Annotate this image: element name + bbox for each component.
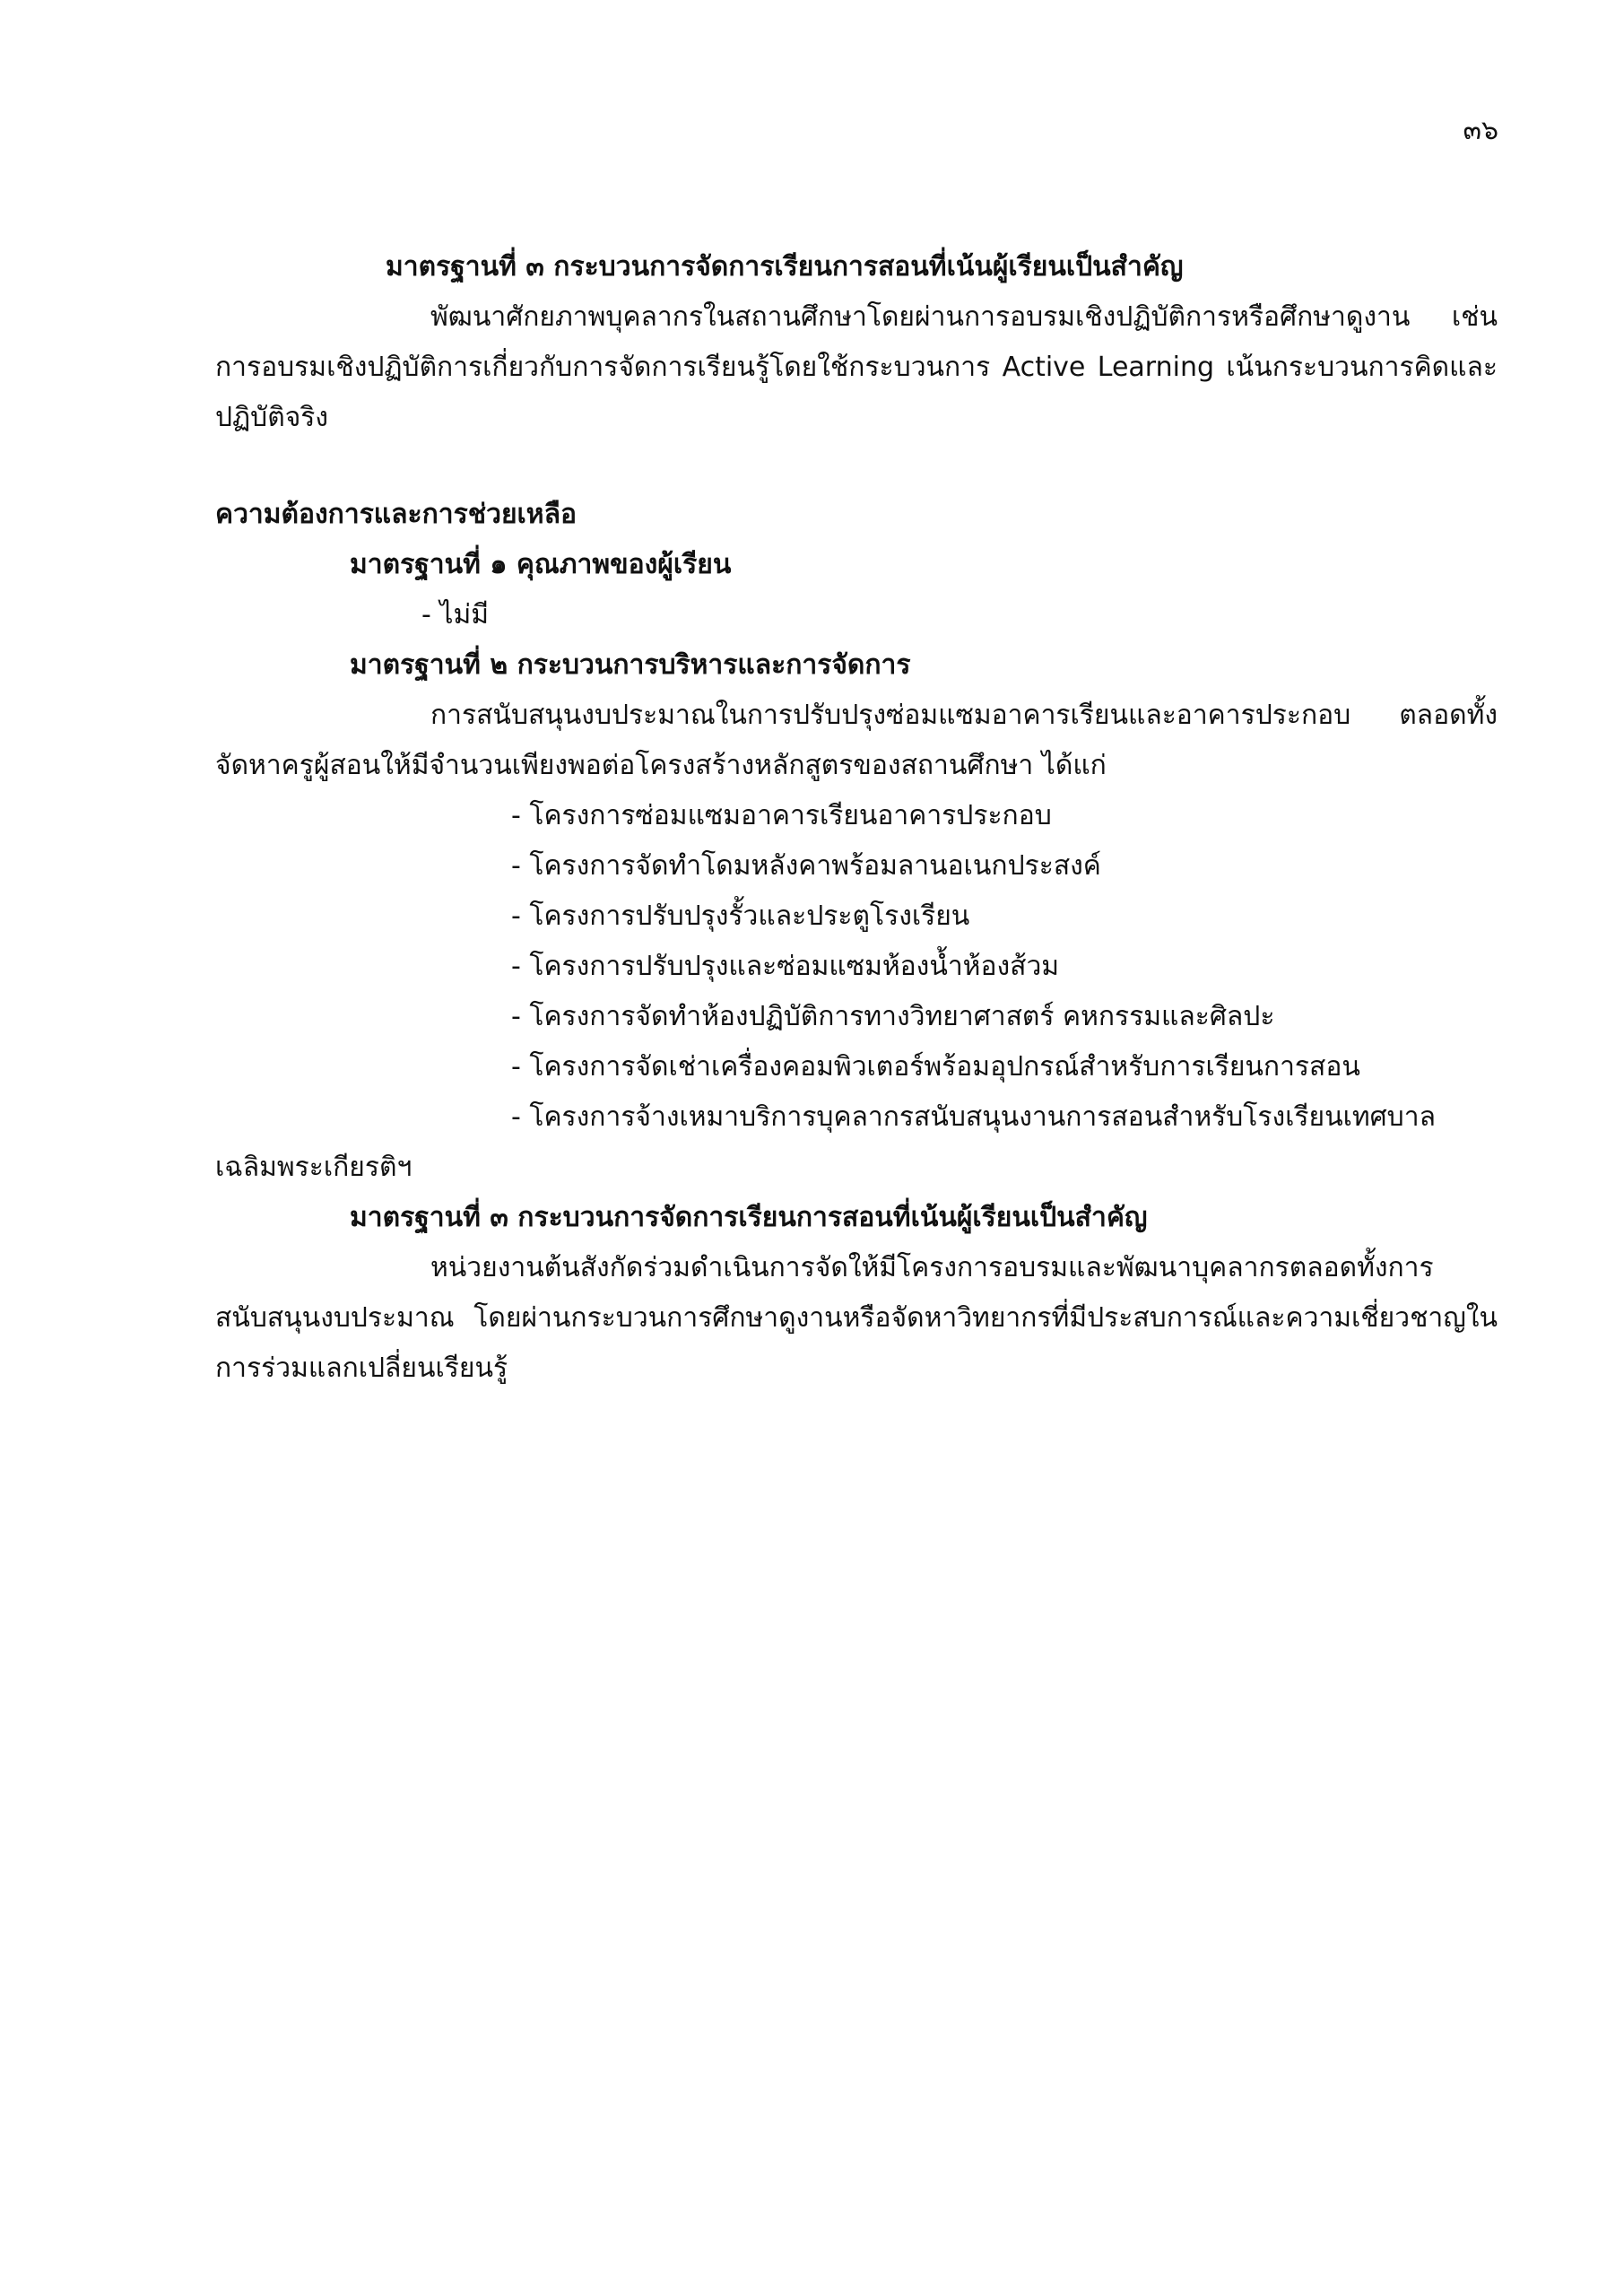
list-item-continuation: เฉลิมพระเกียรติฯ xyxy=(215,1152,413,1183)
needs-standard-1-item: - ไม่มี xyxy=(421,599,489,631)
list-item: - โครงการซ่อมแซมอาคารเรียนอาคารประกอบ xyxy=(511,800,1052,831)
document-body xyxy=(215,242,1498,1394)
list-item: - โครงการปรับปรุงและซ่อมแซมห้องน้ำห้องส้วม xyxy=(511,951,1060,982)
needs-heading: ความต้องการและการช่วยเหลือ xyxy=(215,499,577,530)
needs-standard-3-paragraph: หน่วยงานต้นสังกัดร่วมดำเนินการจัดให้มีโครงการอบรมและพัฒนาบุคลากรตลอดทั้งการสนับสนุนงบประมาณ โดยผ่านกระบวนการศึกษาดูงานหรือจัดหาวิทยากรที่มีประสบการณ์และความเชี่ยวชาญในการร่วมแลกเปลี่ยนเรียนรู้ xyxy=(215,1252,1498,1384)
list-item: - โครงการจัดทำโดมหลังคาพร้อมลานอเนกประสงค์ xyxy=(511,850,1101,882)
section-paragraph-standard-3: พัฒนาศักยภาพบุคลากรในสถานศึกษาโดยผ่านการอบรมเชิงปฏิบัติการหรือศึกษาดูงาน เช่น การอบรมเชิงปฏิบัติการเกี่ยวกับการจัดการเรียนรู้โดยใช้กระบวนการ Active Learning เน้นกระบวนการคิดและปฏิบัติจริง xyxy=(215,301,1498,433)
section-heading-standard-3: มาตรฐานที่ ๓ กระบวนการจัดการเรียนการสอนที่เน้นผู้เรียนเป็นสำคัญ xyxy=(386,251,1184,283)
needs-standard-2-heading: มาตรฐานที่ ๒ กระบวนการบริหารและการจัดการ xyxy=(350,649,911,681)
spacer xyxy=(215,443,1498,490)
project-list xyxy=(215,791,1498,1143)
needs-standard-2-paragraph: การสนับสนุนงบประมาณในการปรับปรุงซ่อมแซมอาคารเรียนและอาคารประกอบ ตลอดทั้งจัดหาครูผู้สอนให้มีจำนวนเพียงพอต่อโครงสร้างหลักสูตรของสถานศึกษา ได้แก่ xyxy=(215,700,1498,781)
list-item: - โครงการจัดทำห้องปฏิบัติการทางวิทยาศาสตร์ คหกรรมและศิลปะ xyxy=(511,1001,1275,1032)
list-item: - โครงการปรับปรุงรั้วและประตูโรงเรียน xyxy=(511,900,970,932)
needs-standard-1-heading: มาตรฐานที่ ๑ คุณภาพของผู้เรียน xyxy=(350,549,732,580)
page-number: ๓๖ xyxy=(1463,115,1498,146)
needs-standard-3-heading: มาตรฐานที่ ๓ กระบวนการจัดการเรียนการสอนที่เน้นผู้เรียนเป็นสำคัญ xyxy=(350,1202,1148,1233)
list-item: - โครงการจัดเช่าเครื่องคอมพิวเตอร์พร้อมอุปกรณ์สำหรับการเรียนการสอน xyxy=(511,1051,1360,1083)
list-item: - โครงการจ้างเหมาบริการบุคลากรสนับสนุนงานการสอนสำหรับโรงเรียนเทศบาล xyxy=(511,1101,1436,1133)
